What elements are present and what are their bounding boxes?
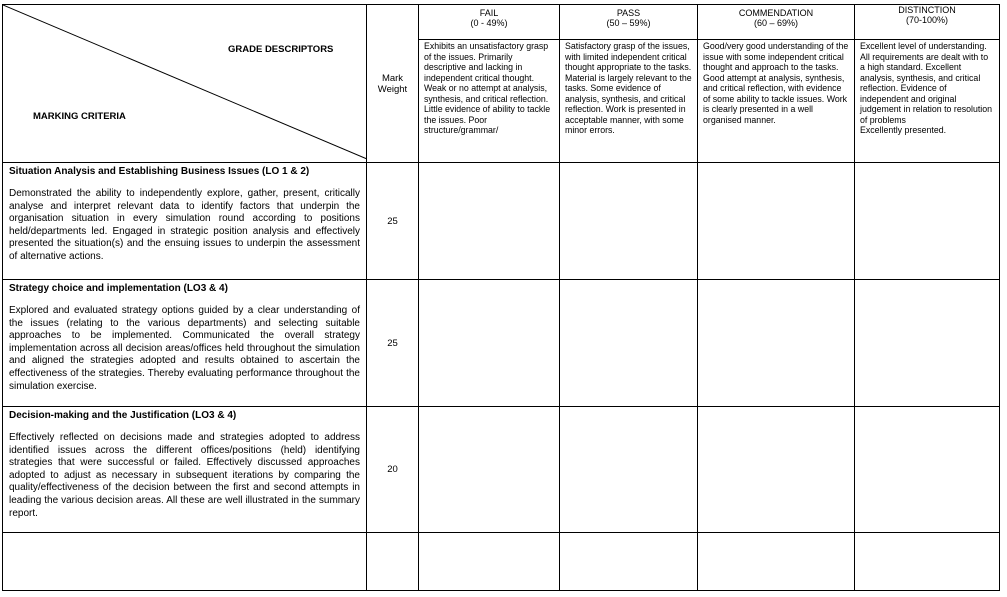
empty-criterion-cell[interactable]	[3, 533, 367, 591]
empty-row	[3, 533, 1000, 591]
band-header-pass	[560, 5, 698, 40]
grade-cell-pass[interactable]	[560, 163, 698, 280]
band-name: PASS	[616, 8, 641, 18]
grade-cell-fail[interactable]	[419, 163, 560, 280]
band-name: COMMENDATION	[738, 8, 814, 18]
criterion-weight: 20	[367, 407, 419, 533]
grade-cell-pass[interactable]	[560, 533, 698, 591]
grade-cell-commendation[interactable]	[698, 280, 855, 407]
criterion-row	[3, 163, 1000, 280]
band-range: (0 - 49%)	[470, 18, 508, 28]
band-description-commendation: Good/very good understanding of the issue with some independent critical thought and approach to the tasks. Good attempt at analysis, synthesis, and critical reflection, with evidence of some ability to tackle issues. Work is clearly presented in a well organised manner.	[698, 40, 855, 163]
grade-descriptors-label: GRADE DESCRIPTORS	[228, 44, 334, 55]
grade-cell-distinction[interactable]	[855, 407, 1000, 533]
criterion-title: Strategy choice and implementation (LO3 & 4)	[9, 283, 228, 294]
empty-weight-cell[interactable]	[367, 533, 419, 591]
band-description-fail: Exhibits an unsatisfactory grasp of the issues. Primarily descriptive and lacking in independent critical thought. Weak or no attempt at analysis, synthesis, and critical reflection. Little evidence of ability to tackle the issues. Poor structure/grammar/	[419, 40, 560, 163]
band-header-distinction	[855, 5, 1000, 40]
grade-cell-fail[interactable]	[419, 533, 560, 591]
band-header-fail	[419, 5, 560, 40]
band-range: (50 – 59%)	[606, 18, 651, 28]
criterion-weight: 25	[367, 280, 419, 407]
band-name: FAIL	[479, 8, 499, 18]
band-range: (70-100%)	[905, 15, 949, 25]
mark-weight-header	[367, 5, 419, 163]
criterion-title: Situation Analysis and Establishing Business Issues (LO 1 & 2)	[9, 166, 310, 177]
criterion-weight: 25	[367, 163, 419, 280]
band-header-commendation	[698, 5, 855, 40]
grade-cell-commendation[interactable]	[698, 407, 855, 533]
criterion-row	[3, 407, 1000, 533]
grade-cell-pass[interactable]	[560, 407, 698, 533]
grade-cell-pass[interactable]	[560, 280, 698, 407]
band-name: DISTINCTION	[898, 5, 956, 15]
grade-cell-fail[interactable]	[419, 280, 560, 407]
marking-rubric-table	[2, 4, 1000, 591]
criterion-row	[3, 280, 1000, 407]
grade-cell-distinction[interactable]	[855, 280, 1000, 407]
criterion-cell	[3, 280, 367, 407]
criterion-description: Effectively reflected on decisions made and strategies adopted to address identified issues across the different offices/positions (held) identifying strategies that were successful or failed. Effectively discussed approaches adopted to adjust as necessary in subsequent iterations by comparing the quality/effectiveness of the decision between the first and second attempts in leading the various decision areas. All these are well illustrated in the summary report.	[9, 432, 360, 519]
grade-cell-fail[interactable]	[419, 407, 560, 533]
header-corner-cell	[3, 5, 367, 163]
mark-weight-label: Mark Weight	[377, 72, 408, 95]
band-description-distinction: Excellent level of understanding. All requirements are dealt with to a high standard. Excellent analysis, synthesis, and critical reflection. Evidence of independent and original judgement in relation to resolution of problems Excellently presented.	[855, 40, 1000, 163]
header-row	[3, 5, 1000, 40]
grade-cell-commendation[interactable]	[698, 163, 855, 280]
criterion-description: Explored and evaluated strategy options guided by a clear understanding of the issues (relating to the various departments) and selecting suitable approaches to be implemented. Communicated the overall strategy implementation across all decision areas/offices held throughout the simulation and aligned the strategies adopted and results obtained to ascertain the effectiveness of the strategies. Thereby evaluating performance throughout the simulation exercise.	[9, 305, 360, 392]
criterion-title: Decision-making and the Justification (LO3 & 4)	[9, 410, 237, 421]
band-range: (60 – 69%)	[753, 18, 799, 28]
grade-cell-distinction[interactable]	[855, 163, 1000, 280]
criterion-description: Demonstrated the ability to independently explore, gather, present, critically analyse and interpret relevant data to identify factors that underpin the organisation situation in every simulation round according to positions held/departments led. Engaged in strategic position analysis and effectively presented the situation(s) and the ensuing issues to underpin the assessment of alternative actions.	[9, 188, 360, 262]
grade-cell-distinction[interactable]	[855, 533, 1000, 591]
diagonal-divider	[3, 5, 367, 159]
criterion-cell	[3, 407, 367, 533]
grade-cell-commendation[interactable]	[698, 533, 855, 591]
band-description-pass: Satisfactory grasp of the issues, with limited independent critical thought appropriate to the tasks. Material is largely relevant to the tasks. Some evidence of analysis, synthesis, and critical reflection. Work is presented in acceptable manner, with some minor errors.	[560, 40, 698, 163]
criterion-cell	[3, 163, 367, 280]
marking-criteria-label: MARKING CRITERIA	[33, 111, 126, 122]
